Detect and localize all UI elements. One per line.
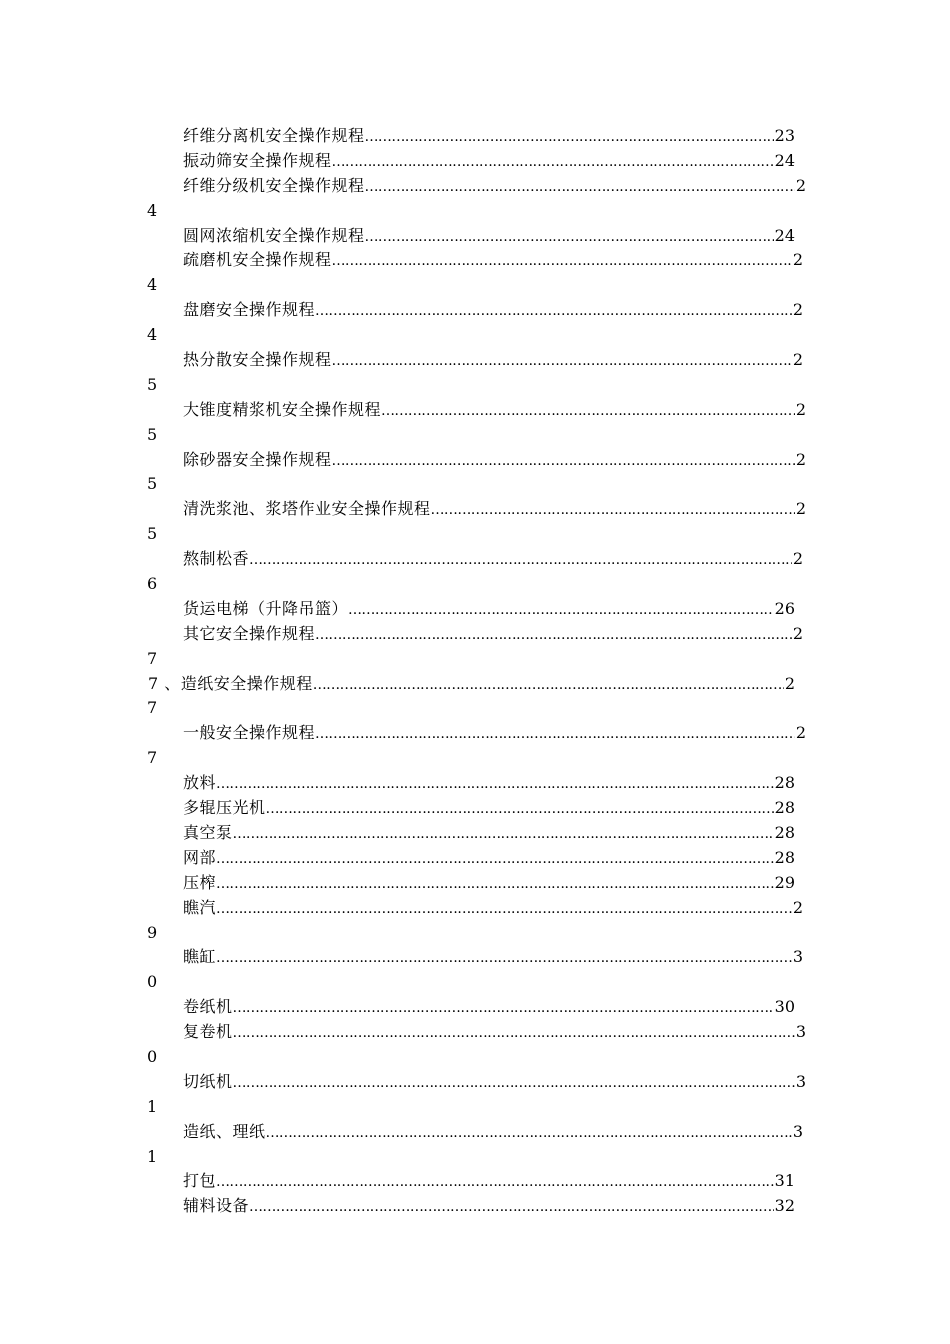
- toc-entry-row: [183, 796, 795, 822]
- toc-entry-page: 28: [774, 822, 795, 842]
- toc-entry-title: 打包: [183, 1171, 217, 1191]
- toc-entry[interactable]: [0, 896, 950, 921]
- toc-leader-dots: [233, 1021, 795, 1046]
- toc-leader-dots: [365, 225, 774, 250]
- toc-entry-page-wrap: [0, 1095, 950, 1120]
- toc-entry-row: [183, 821, 795, 847]
- toc-leader-dots: [216, 897, 792, 922]
- toc-entry-page-wrap: [0, 746, 950, 771]
- toc-entry-page: 2: [792, 300, 803, 320]
- toc-entry-title: 瞧缸: [183, 947, 217, 967]
- toc-leader-dots: [216, 872, 774, 897]
- toc-leader-dots: [233, 822, 774, 847]
- toc-entry-row: [183, 348, 803, 374]
- toc-entry[interactable]: [0, 224, 950, 249]
- toc-entry[interactable]: [0, 846, 950, 871]
- toc-leader-dots: [332, 449, 795, 474]
- toc-entry-page: 2: [795, 449, 806, 469]
- toc-entry[interactable]: [0, 248, 950, 273]
- toc-entry[interactable]: [0, 871, 950, 896]
- toc-entry[interactable]: [0, 821, 950, 846]
- toc-leader-dots: [381, 399, 795, 424]
- toc-entry-title: 7 、造纸安全操作规程: [148, 673, 313, 693]
- toc-page-wrapped-digit: 9: [147, 922, 158, 942]
- toc-entry-page: 2: [795, 499, 806, 519]
- toc-entry-page-wrap: [0, 970, 950, 995]
- toc-entry-row: [183, 945, 803, 971]
- toc-leader-dots: [315, 623, 792, 648]
- toc-leader-dots: [216, 847, 774, 872]
- toc-entry[interactable]: [0, 1070, 950, 1095]
- toc-entry-page: 2: [792, 623, 803, 643]
- toc-page-wrapped-digit: 5: [147, 524, 158, 544]
- toc-page-wrapped-digit: 7: [147, 698, 158, 718]
- toc-entry-title: 其它安全操作规程: [183, 623, 316, 643]
- toc-entry-row: [183, 398, 806, 424]
- toc-entry-page: 26: [774, 598, 795, 618]
- toc-entry[interactable]: [0, 547, 950, 572]
- toc-entry-title: 多辊压光机: [183, 798, 266, 818]
- toc-entry[interactable]: [0, 1194, 950, 1219]
- toc-page-wrapped-digit: 1: [147, 1146, 158, 1166]
- toc-entry[interactable]: [0, 298, 950, 323]
- toc-entry-row: [183, 597, 795, 623]
- toc-entry-page-wrap: [0, 647, 950, 672]
- toc-entry[interactable]: [0, 124, 950, 149]
- toc-entry-row: [183, 1120, 803, 1146]
- toc-entry-row: [148, 672, 795, 698]
- toc-entry[interactable]: [0, 672, 950, 697]
- toc-entry-title: 除砂器安全操作规程: [183, 449, 332, 469]
- toc-entry-row: [183, 1169, 795, 1195]
- toc-page-wrapped-digit: 4: [147, 275, 158, 295]
- toc-entry[interactable]: [0, 796, 950, 821]
- toc-entry-page-wrap: [0, 273, 950, 298]
- toc-entry-page: 2: [792, 549, 803, 569]
- toc-entry-title: 放料: [183, 773, 217, 793]
- toc-entry-page: 3: [795, 1071, 806, 1091]
- toc-page-wrapped-digit: 5: [147, 474, 158, 494]
- toc-entry-page: 2: [792, 350, 803, 370]
- toc-entry[interactable]: [0, 448, 950, 473]
- toc-entry-title: 卷纸机: [183, 997, 233, 1017]
- toc-entry-page: 3: [795, 1022, 806, 1042]
- toc-entry-row: [183, 1020, 806, 1046]
- toc-entry-title: 复卷机: [183, 1022, 233, 1042]
- toc-entry-row: [183, 248, 803, 274]
- toc-entry[interactable]: [0, 721, 950, 746]
- toc-entry[interactable]: [0, 1120, 950, 1145]
- toc-entry-title: 切纸机: [183, 1071, 233, 1091]
- toc-leader-dots: [216, 772, 774, 797]
- toc-page-wrapped-digit: 1: [147, 1096, 158, 1116]
- toc-entry-page-wrap: [0, 522, 950, 547]
- toc-entry-row: [183, 896, 803, 922]
- toc-entry-row: [183, 771, 795, 797]
- toc-entry-row: [183, 124, 795, 150]
- toc-page-wrapped-digit: 5: [147, 424, 158, 444]
- toc-entry[interactable]: [0, 398, 950, 423]
- toc-entry-page: 23: [774, 126, 795, 145]
- toc-page-wrapped-digit: 0: [147, 972, 158, 992]
- toc-entry-title: 振动筛安全操作规程: [183, 150, 332, 170]
- toc-page-wrapped-digit: 0: [147, 1046, 158, 1066]
- toc-entry-title: 纤维分级机安全操作规程: [183, 175, 365, 195]
- toc-entry-title: 热分散安全操作规程: [183, 350, 332, 370]
- toc-entry-title: 熬制松香: [183, 549, 250, 569]
- toc-page-wrapped-digit: 7: [147, 648, 158, 668]
- toc-entry-page: 28: [774, 773, 795, 793]
- toc-page-wrapped-digit: 4: [147, 325, 158, 345]
- toc-entry-page-wrap: [0, 323, 950, 348]
- toc-entry-page: 32: [774, 1196, 795, 1216]
- toc-leader-dots: [431, 498, 795, 523]
- toc-leader-dots: [313, 673, 784, 698]
- toc-leader-dots: [365, 175, 795, 200]
- table-of-contents: [0, 124, 950, 1219]
- toc-entry-row: [183, 298, 803, 324]
- toc-entry-title: 网部: [183, 847, 217, 867]
- toc-entry[interactable]: [0, 995, 950, 1020]
- toc-entry-page: 28: [774, 847, 795, 867]
- toc-entry-title: 辅料设备: [183, 1196, 250, 1216]
- toc-leader-dots: [332, 150, 774, 175]
- toc-entry-title: 盘磨安全操作规程: [183, 300, 316, 320]
- toc-entry-page-wrap: [0, 472, 950, 497]
- toc-entry-page: 2: [784, 673, 795, 693]
- toc-entry-page: 2: [792, 250, 803, 270]
- toc-leader-dots: [233, 1071, 795, 1096]
- toc-entry-row: [183, 1070, 806, 1096]
- toc-page-wrapped-digit: 6: [147, 574, 158, 594]
- toc-leader-dots: [266, 1121, 792, 1146]
- toc-entry[interactable]: [0, 1169, 950, 1194]
- toc-entry-row: [183, 846, 795, 872]
- toc-leader-dots: [348, 598, 774, 623]
- toc-entry-row: [183, 497, 806, 523]
- toc-leader-dots: [249, 548, 792, 573]
- toc-entry-page-wrap: [0, 921, 950, 946]
- toc-entry[interactable]: [0, 597, 950, 622]
- toc-entry-title: 圆网浓缩机安全操作规程: [183, 225, 365, 245]
- toc-entry[interactable]: [0, 174, 950, 199]
- toc-entry-title: 压榨: [183, 872, 217, 892]
- toc-entry-row: [183, 547, 803, 573]
- toc-entry[interactable]: [0, 348, 950, 373]
- toc-entry-page: 3: [792, 1121, 803, 1141]
- toc-leader-dots: [315, 299, 792, 324]
- toc-entry-title: 货运电梯（升降吊篮）: [183, 598, 349, 618]
- toc-entry-row: [183, 1194, 795, 1220]
- toc-entry[interactable]: [0, 149, 950, 174]
- toc-entry-row: [183, 721, 806, 747]
- toc-entry[interactable]: [0, 1020, 950, 1045]
- toc-page-wrapped-digit: 4: [147, 200, 158, 220]
- toc-entry-title: 造纸、理纸: [183, 1121, 266, 1141]
- toc-leader-dots: [216, 946, 792, 971]
- toc-entry-page: 24: [774, 225, 795, 245]
- toc-entry-page: 30: [774, 997, 795, 1017]
- toc-entry-page: 28: [774, 798, 795, 818]
- toc-entry-row: [183, 622, 803, 648]
- toc-entry-page: 2: [795, 723, 806, 743]
- toc-entry-row: [183, 149, 795, 175]
- toc-entry-page-wrap: [0, 199, 950, 224]
- toc-entry-page-wrap: [0, 696, 950, 721]
- toc-entry-page-wrap: [0, 1145, 950, 1170]
- toc-entry-title: 清洗浆池、浆塔作业安全操作规程: [183, 499, 431, 519]
- toc-entry[interactable]: [0, 771, 950, 796]
- toc-entry[interactable]: [0, 497, 950, 522]
- toc-entry-page-wrap: [0, 423, 950, 448]
- toc-entry-title: 瞧汽: [183, 897, 217, 917]
- toc-entry[interactable]: [0, 622, 950, 647]
- toc-leader-dots: [332, 349, 792, 374]
- toc-entry-title: 一般安全操作规程: [183, 723, 316, 743]
- toc-entry-page-wrap: [0, 572, 950, 597]
- toc-page-wrapped-digit: 5: [147, 374, 158, 394]
- toc-leader-dots: [216, 1170, 774, 1195]
- toc-leader-dots: [249, 1195, 774, 1220]
- toc-entry-page: 2: [795, 175, 806, 195]
- toc-entry-row: [183, 448, 806, 474]
- toc-entry-page-wrap: [0, 1045, 950, 1070]
- toc-entry-page-wrap: [0, 373, 950, 398]
- toc-entry-page: 2: [795, 399, 806, 419]
- toc-entry-row: [183, 871, 795, 897]
- toc-entry-row: [183, 224, 795, 250]
- toc-entry-page: 24: [774, 150, 795, 170]
- toc-leader-dots: [365, 125, 774, 150]
- toc-leader-dots: [315, 722, 795, 747]
- toc-entry-row: [183, 174, 806, 200]
- toc-entry-page: 31: [774, 1171, 795, 1191]
- toc-entry-title: 疏磨机安全操作规程: [183, 250, 332, 270]
- toc-page-wrapped-digit: 7: [147, 748, 158, 768]
- toc-entry-row: [183, 995, 795, 1021]
- toc-leader-dots: [233, 996, 774, 1021]
- toc-entry[interactable]: [0, 945, 950, 970]
- toc-entry-page: 3: [792, 947, 803, 967]
- toc-entry-page: 2: [792, 897, 803, 917]
- toc-entry-title: 真空泵: [183, 822, 233, 842]
- toc-entry-title: 大锥度精浆机安全操作规程: [183, 399, 382, 419]
- toc-entry-title: 纤维分离机安全操作规程: [183, 126, 365, 145]
- toc-entry-page: 29: [774, 872, 795, 892]
- toc-leader-dots: [332, 249, 792, 274]
- toc-leader-dots: [266, 797, 774, 822]
